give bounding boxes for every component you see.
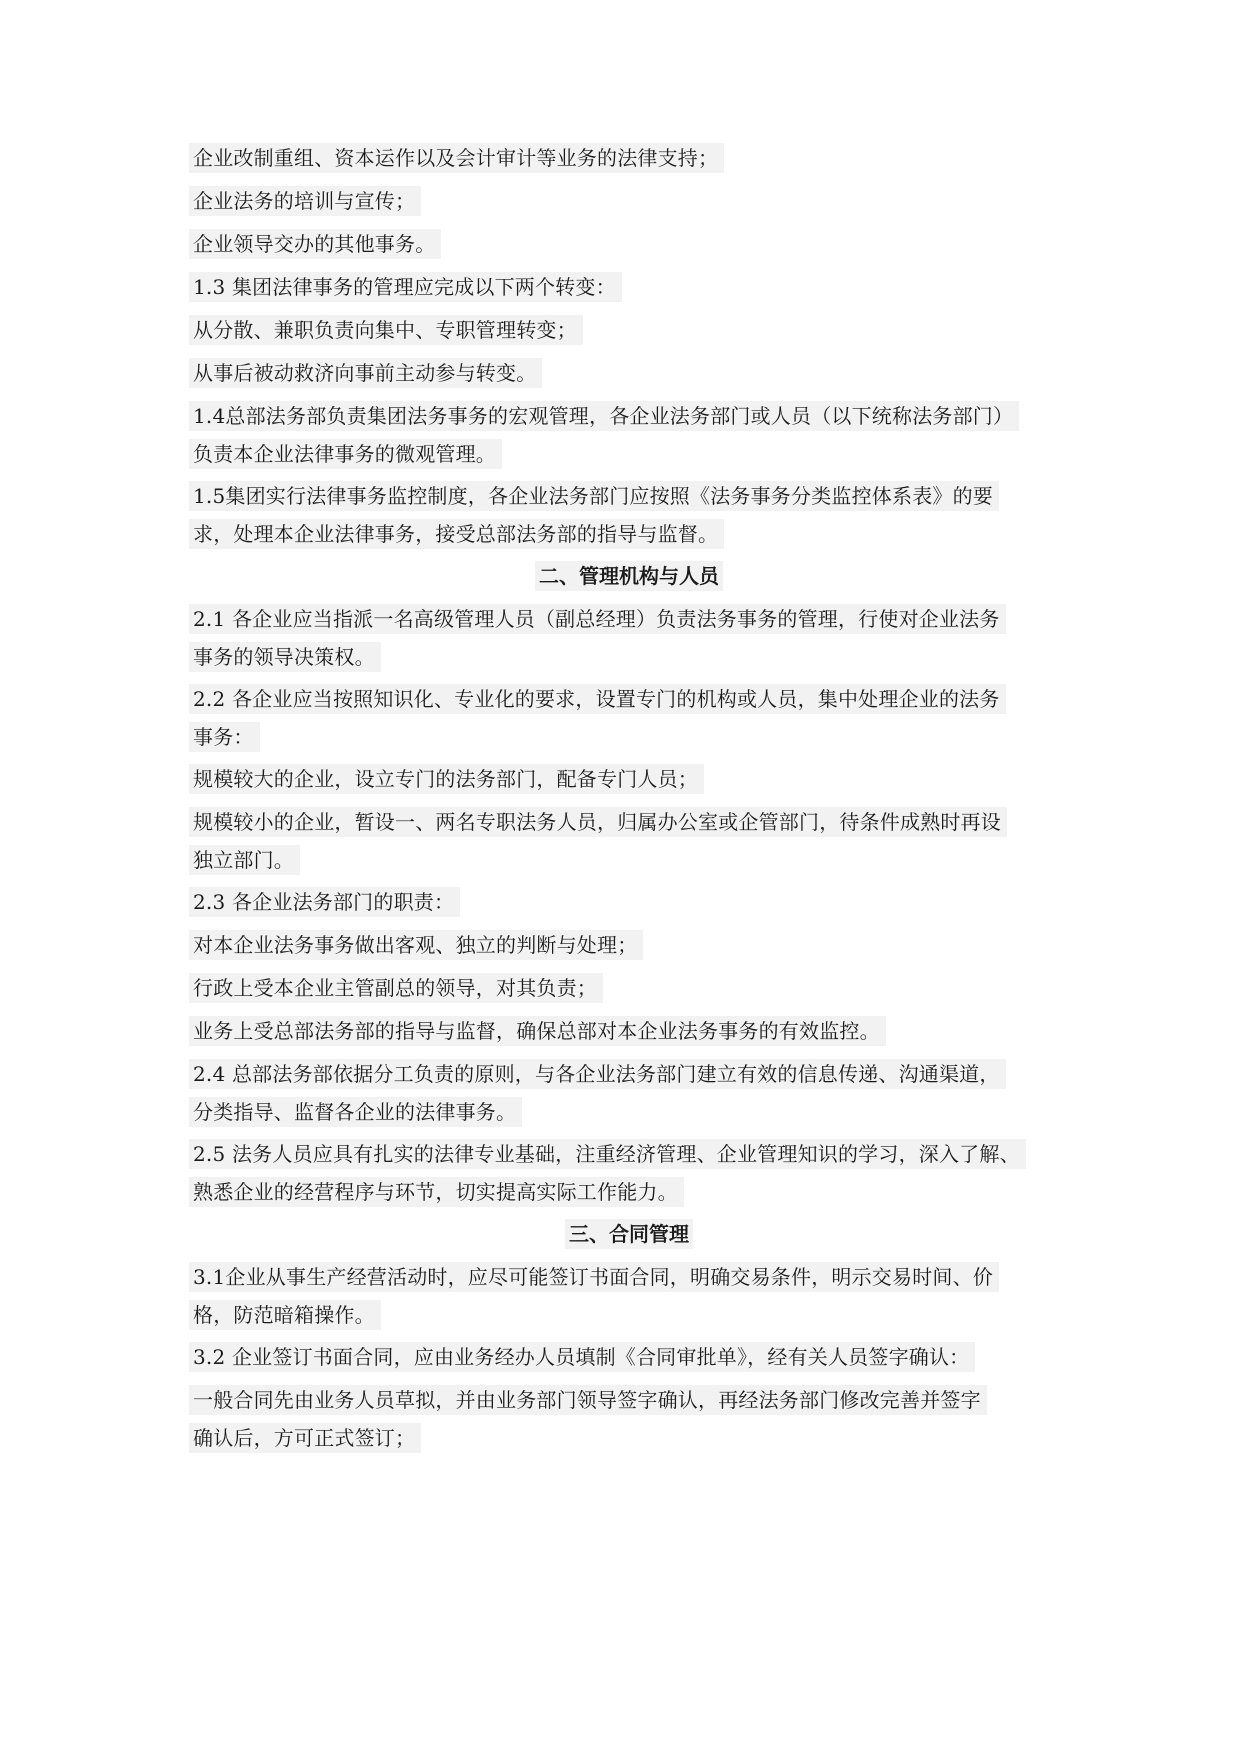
text-line: 负责本企业法律事务的微观管理。 xyxy=(189,435,1069,473)
text-line: 分类指导、监督各企业的法律事务。 xyxy=(189,1093,1069,1131)
text-line: 事务： xyxy=(189,718,1069,756)
text-line: 确认后，方可正式签订； xyxy=(189,1419,1069,1457)
text-line: 事务的领导决策权。 xyxy=(189,638,1069,676)
text-line: 从事后被动救济向事前主动参与转变。 xyxy=(189,354,1069,392)
paragraph-2-4 xyxy=(189,1055,1069,1131)
paragraph-transition-2 xyxy=(189,354,1069,392)
paragraph-3-2 xyxy=(189,1338,1069,1376)
paragraph-duty-2 xyxy=(189,969,1069,1007)
paragraph-general-contract xyxy=(189,1381,1069,1457)
text-line: 2.3 各企业法务部门的职责： xyxy=(189,883,1069,921)
paragraph-1-3 xyxy=(189,268,1069,306)
text-line: 独立部门。 xyxy=(189,841,1069,879)
text-line: 一般合同先由业务人员草拟，并由业务部门领导签字确认，再经法务部门修改完善并签字 xyxy=(189,1381,1069,1419)
paragraph-1-4 xyxy=(189,397,1069,473)
text-line: 格，防范暗箱操作。 xyxy=(189,1296,1069,1334)
paragraph-small-enterprise xyxy=(189,803,1069,879)
text-line: 2.5 法务人员应具有扎实的法律专业基础，注重经济管理、企业管理知识的学习，深入了解、 xyxy=(189,1135,1069,1173)
section-heading-2: 二、管理机构与人员 xyxy=(189,557,1069,595)
paragraph-other-affairs xyxy=(189,225,1069,263)
text-line: 企业领导交办的其他事务。 xyxy=(189,225,1069,263)
text-line: 规模较小的企业，暂设一、两名专职法务人员，归属办公室或企管部门，待条件成熟时再设 xyxy=(189,803,1069,841)
paragraph-2-2 xyxy=(189,680,1069,756)
paragraph-legal-support xyxy=(189,139,1069,177)
text-line: 规模较大的企业，设立专门的法务部门，配备专门人员； xyxy=(189,760,1069,798)
paragraph-duty-1 xyxy=(189,926,1069,964)
paragraph-3-1 xyxy=(189,1258,1069,1334)
paragraph-large-enterprise xyxy=(189,760,1069,798)
text-line: 2.4 总部法务部依据分工负责的原则，与各企业法务部门建立有效的信息传递、沟通渠道， xyxy=(189,1055,1069,1093)
text-line: 3.2 企业签订书面合同，应由业务经办人员填制《合同审批单》，经有关人员签字确认： xyxy=(189,1338,1069,1376)
paragraph-transition-1 xyxy=(189,311,1069,349)
text-line: 2.2 各企业应当按照知识化、专业化的要求，设置专门的机构或人员，集中处理企业的法务 xyxy=(189,680,1069,718)
text-line: 行政上受本企业主管副总的领导，对其负责； xyxy=(189,969,1069,1007)
text-line: 2.1 各企业应当指派一名高级管理人员（副总经理）负责法务事务的管理，行使对企业法务 xyxy=(189,600,1069,638)
paragraph-1-5 xyxy=(189,477,1069,553)
paragraph-2-1 xyxy=(189,600,1069,676)
text-line: 求，处理本企业法律事务，接受总部法务部的指导与监督。 xyxy=(189,515,1069,553)
text-line: 3.1企业从事生产经营活动时，应尽可能签订书面合同，明确交易条件，明示交易时间、价 xyxy=(189,1258,1069,1296)
text-line: 业务上受总部法务部的指导与监督，确保总部对本企业法务事务的有效监控。 xyxy=(189,1012,1069,1050)
text-line: 1.4总部法务部负责集团法务事务的宏观管理，各企业法务部门或人员（以下统称法务部门） xyxy=(189,397,1069,435)
text-line: 企业改制重组、资本运作以及会计审计等业务的法律支持； xyxy=(189,139,1069,177)
paragraph-duty-3 xyxy=(189,1012,1069,1050)
text-line: 1.3 集团法律事务的管理应完成以下两个转变： xyxy=(189,268,1069,306)
section-heading-3: 三、合同管理 xyxy=(189,1215,1069,1253)
paragraph-2-3 xyxy=(189,883,1069,921)
paragraph-2-5 xyxy=(189,1135,1069,1211)
text-line: 熟悉企业的经营程序与环节，切实提高实际工作能力。 xyxy=(189,1173,1069,1211)
text-line: 从分散、兼职负责向集中、专职管理转变； xyxy=(189,311,1069,349)
paragraph-training xyxy=(189,182,1069,220)
text-line: 企业法务的培训与宣传； xyxy=(189,182,1069,220)
text-line: 1.5集团实行法律事务监控制度，各企业法务部门应按照《法务事务分类监控体系表》的要 xyxy=(189,477,1069,515)
text-line: 对本企业法务事务做出客观、独立的判断与处理； xyxy=(189,926,1069,964)
